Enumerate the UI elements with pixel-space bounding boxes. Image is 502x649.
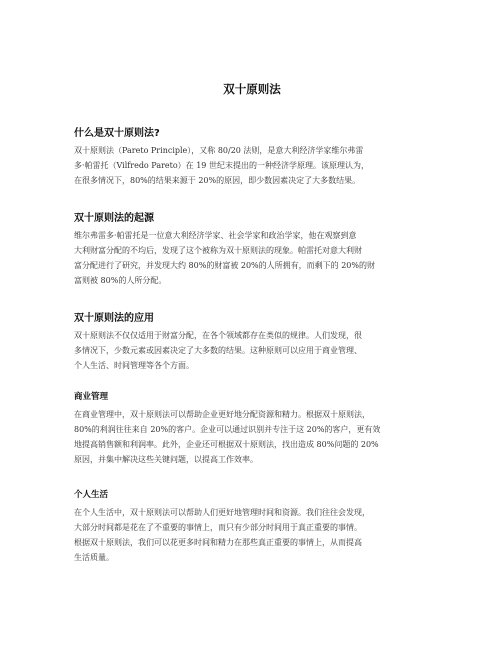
section-heading-application: 双十原则法的应用 [74,313,154,324]
paragraph-line: 80%的利润往往来自 20%的客户。企业可以通过识别并专注于这 20%的客户，更有效 [74,425,381,434]
paragraph-line: 富则被 80%的人所分配。 [74,276,167,285]
section-paragraph-origin [74,228,430,288]
subsection-heading-business: 商业管理 [74,392,109,402]
paragraph-line: 在商业管理中，双十原则法可以帮助企业更好地分配资源和精力。根据双十原则法， [74,410,370,419]
paragraph-line: 地提高销售额和利润率。此外，企业还可根据双十原则法，找出造成 80%问题的 20% [74,440,379,449]
paragraph-line: 大部分时间都是花在了不重要的事情上，而只有少部分时间用于真正重要的事情。 [74,523,362,532]
subsection-paragraph-business [74,407,430,467]
paragraph-line: 多·帕雷托（Vilfredo Pareto）在 19 世纪末提出的一种经济学原理。该原理认为， [74,161,369,170]
paragraph-line: 双十原则法不仅仅适用于财富分配，在各个领域都存在类似的规律。人们发现，很 [74,331,362,340]
paragraph-line: 多情况下，少数元素或因素决定了大多数的结果。这种原则可以应用于商业管理、 [74,346,362,355]
section-heading-what-is: 什么是双十原则法? [74,128,160,139]
section-heading-origin: 双十原则法的起源 [74,213,154,224]
paragraph-line: 富分配进行了研究，并发现大约 80%的财富被 20%的人所拥有，而剩下的 20%的财 [74,261,375,270]
paragraph-line: 个人生活、时间管理等各个方面。 [74,361,194,370]
paragraph-line: 在个人生活中，双十原则法可以帮助人们更好地管理时间和资源。我们往往会发现， [74,508,370,517]
document-title: 双十原则法 [223,82,281,96]
subsection-heading-personal-life: 个人生活 [74,490,109,500]
paragraph-line: 原因，并集中解决这些关键问题，以提高工作效率。 [74,455,258,464]
paragraph-line: 维尔弗雷多·帕雷托是一位意大利经济学家、社会学家和政治学家，他在观察到意 [74,231,357,240]
paragraph-line: 生活质量。 [74,553,114,562]
section-paragraph-what-is [74,143,430,188]
section-paragraph-application [74,328,430,373]
subsection-paragraph-personal-life [74,505,430,565]
paragraph-line: 根据双十原则法，我们可以花更多时间和精力在那些真正重要的事情上，从而提高 [74,538,362,547]
paragraph-line: 双十原则法（Pareto Principle），又称 80/20 法则，是意大利经济学家维尔弗雷 [74,146,364,155]
paragraph-line: 在很多情况下，80%的结果来源于 20%的原因，即少数因素决定了大多数结果。 [74,176,361,185]
paragraph-line: 大利财富分配的不均后，发现了这个被称为双十原则法的现象。帕雷托对意大利财 [74,246,362,255]
